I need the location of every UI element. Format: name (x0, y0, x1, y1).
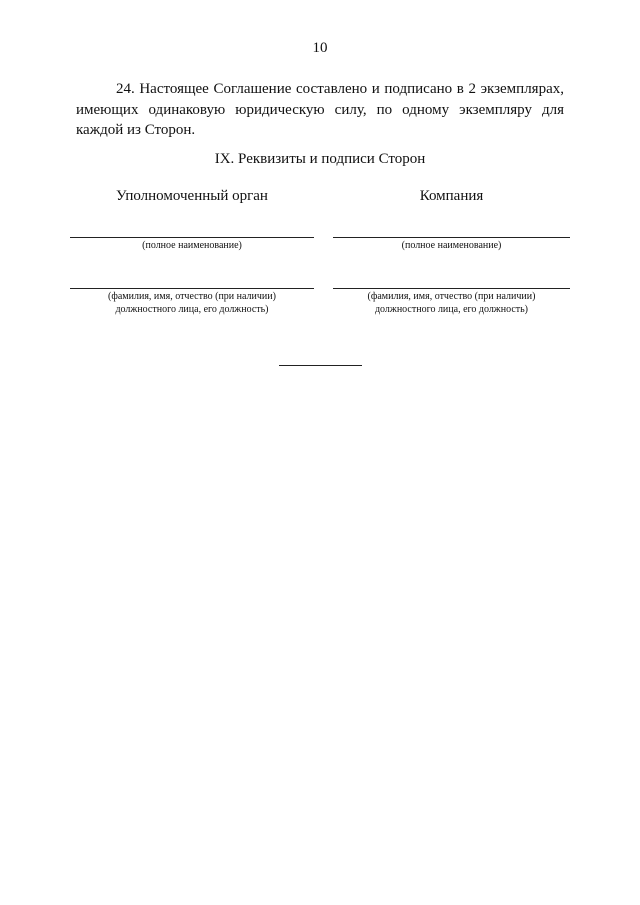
official-caption (333, 290, 570, 316)
party-heading-authorized-body: Уполномоченный орган (116, 188, 268, 204)
official-signature-line (333, 288, 570, 289)
official-caption-line2: должностного лица, его должность) (115, 304, 269, 315)
full-name-signature-line (333, 237, 570, 238)
full-name-caption-text: (полное наименование) (142, 240, 242, 251)
full-name-caption-text: (полное наименование) (401, 240, 502, 251)
party-company (333, 186, 570, 315)
official-caption-line2: должностного лица, его должность) (374, 304, 529, 315)
official-caption-line1: (фамилия, имя, отчество (при наличии) (367, 291, 536, 302)
full-name-caption (333, 239, 570, 252)
clause-24-paragraph: 24. Настоящее Соглашение составлено и подписано в 2 экземплярах, имеющих одинаковую юридическую силу, по одному экземпляру для каждой из Сторон. (76, 81, 564, 138)
official-caption (70, 290, 314, 316)
full-name-caption (70, 239, 314, 252)
page-number: 10 (312, 40, 328, 56)
official-signature-line (70, 288, 314, 289)
full-name-signature-line (70, 237, 314, 238)
section-title: IX. Реквизиты и подписи Сторон (214, 151, 426, 167)
party-authorized-body (70, 186, 314, 315)
end-of-document-rule (279, 365, 362, 366)
party-heading-company: Компания (419, 188, 484, 204)
official-caption-line1: (фамилия, имя, отчество (при наличии) (108, 291, 276, 302)
